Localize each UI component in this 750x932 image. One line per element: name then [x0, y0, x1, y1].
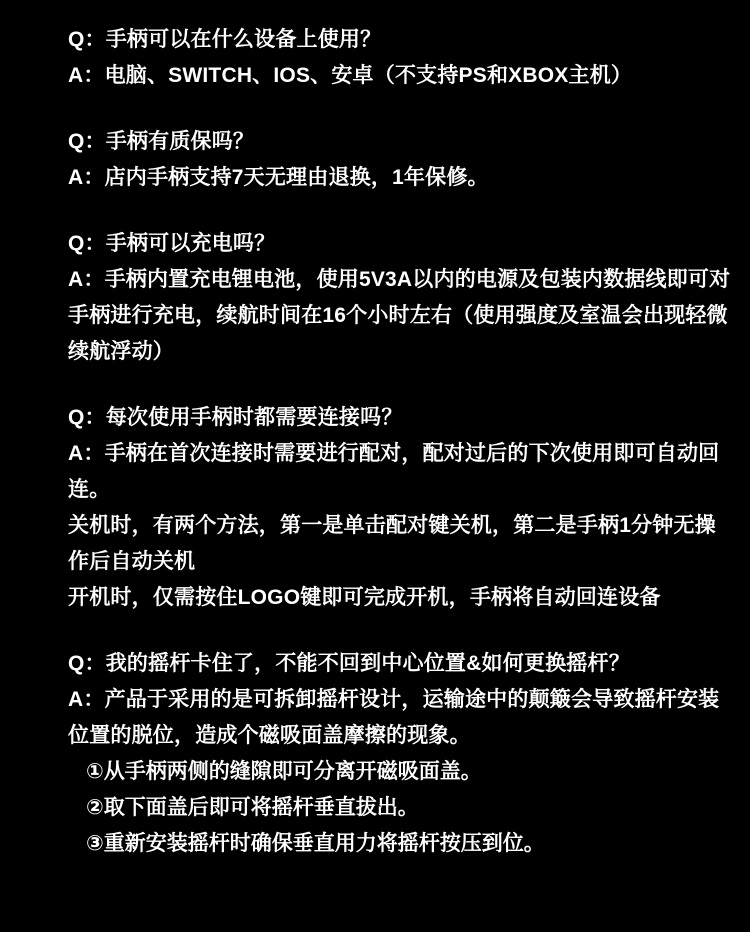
- faq-step-item: ①从手柄两侧的缝隙即可分离开磁吸面盖。: [86, 760, 482, 783]
- faq-question: Q：手柄有质保吗？: [68, 130, 255, 153]
- faq-question: Q：我的摇杆卡住了，不能不回到中心位置&如何更换摇杆？: [68, 652, 630, 675]
- faq-item: [68, 22, 732, 94]
- faq-step-item: ③重新安装摇杆时确保垂直用力将摇杆按压到位。: [86, 832, 545, 855]
- faq-item: [68, 646, 732, 862]
- faq-item: [68, 226, 732, 370]
- faq-extra-line: 关机时，有两个方法，第一是单击配对键关机，第二是手柄1分钟无操作后自动关机: [68, 514, 716, 573]
- faq-answer: A：店内手柄支持7天无理由退换，1年保修。: [68, 166, 489, 189]
- faq-answer: A：手柄在首次连接时需要进行配对，配对过后的下次使用即可自动回连。: [68, 442, 720, 501]
- faq-answer: A：手柄内置充电锂电池，使用5V3A以内的电源及包装内数据线即可对手柄进行充电，续航时间在16个小时左右（使用强度及室温会出现轻微续航浮动）: [68, 268, 731, 363]
- faq-question: Q：手柄可以在什么设备上使用？: [68, 28, 382, 51]
- faq-extra-line: 开机时，仅需按住LOGO键即可完成开机，手柄将自动回连设备: [68, 586, 661, 609]
- faq-item: [68, 400, 732, 616]
- faq-step-list: [68, 754, 732, 862]
- faq-item: [68, 124, 732, 196]
- faq-question: Q：手柄可以充电吗？: [68, 232, 276, 255]
- faq-question: Q：每次使用手柄时都需要连接吗？: [68, 406, 403, 429]
- faq-step-item: ②取下面盖后即可将摇杆垂直拔出。: [86, 796, 419, 819]
- faq-answer: A：电脑、SWITCH、IOS、安卓（不支持PS和XBOX主机）: [68, 64, 633, 87]
- faq-answer: A：产品于采用的是可拆卸摇杆设计，运输途中的颠簸会导致摇杆安装位置的脱位，造成个磁吸面盖摩擦的现象。: [68, 688, 720, 747]
